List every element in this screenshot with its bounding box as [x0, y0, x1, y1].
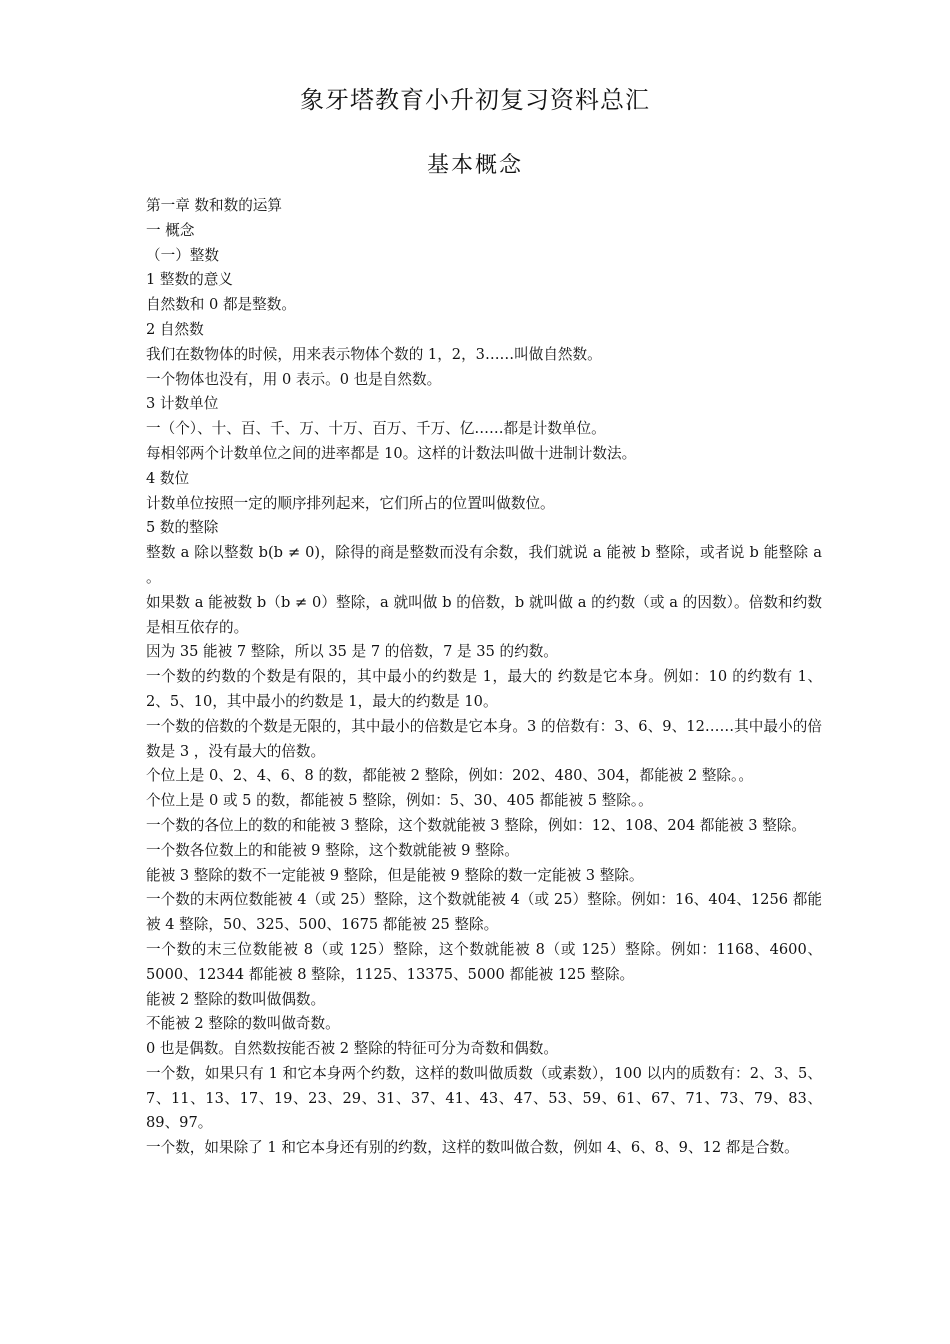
- paragraph: 我们在数物体的时候，用来表示物体个数的 1，2，3……叫做自然数。: [146, 345, 602, 363]
- paragraph: 不能被 2 整除的数叫做奇数。: [146, 1015, 340, 1033]
- paragraph: 一个数的各位上的数的和能被 3 整除，这个数就能被 3 整除，例如：12、108、204 都能被 3 整除。: [146, 816, 806, 834]
- paragraph: 能被 2 整除的数叫做偶数。: [146, 990, 326, 1008]
- paragraph: 个位上是 0 或 5 的数，都能被 5 整除，例如：5、30、405 都能被 5 整除。。: [146, 792, 653, 810]
- document-body: [146, 194, 822, 1161]
- paragraph: 3 计数单位: [146, 395, 219, 413]
- paragraph: 一个数的末三位数能被 8（或 125）整除，这个数就能被 8（或 125）整除。例如：1168、4600、5000、12344 都能被 8 整除，1125、13375、5000 都能被 125 整除。: [146, 940, 822, 983]
- section-title: 基本概念: [426, 153, 523, 178]
- paragraph: 一个物体也没有，用 0 表示。0 也是自然数。: [146, 370, 442, 388]
- paragraph: 每相邻两个计数单位之间的进率都是 10。这样的计数法叫做十进制计数法。: [146, 444, 637, 462]
- document-title: 象牙塔教育小升初复习资料总汇: [300, 86, 650, 114]
- paragraph: 第一章 数和数的运算: [146, 197, 282, 214]
- paragraph: 0 也是偶数。自然数按能否被 2 整除的特征可分为奇数和偶数。: [146, 1040, 558, 1058]
- paragraph: 因为 35 能被 7 整除，所以 35 是 7 的倍数，7 是 35 的约数。: [146, 643, 558, 661]
- paragraph: 一个数，如果除了 1 和它本身还有别的约数，这样的数叫做合数，例如 4、6、8、9、12 都是合数。: [146, 1139, 799, 1157]
- paragraph: 一个数各位数上的和能被 9 整除，这个数就能被 9 整除。: [146, 841, 519, 859]
- paragraph: 一个数的约数的个数是有限的，其中最小的约数是 1，最大的 约数是它本身。例如：10 的约数有 1、2、5、10，其中最小的约数是 1，最大的约数是 10。: [146, 668, 822, 710]
- paragraph: 一 概念: [146, 221, 195, 239]
- paragraph: 自然数和 0 都是整数。: [146, 296, 296, 314]
- paragraph: 5 数的整除: [146, 519, 219, 537]
- paragraph: 能被 3 整除的数不一定能被 9 整除，但是能被 9 整除的数一定能被 3 整除。: [146, 866, 644, 884]
- paragraph: 一个数的倍数的个数是无限的，其中最小的倍数是它本身。3 的倍数有：3、6、9、12……其中最小的倍数是 3 ，没有最大的倍数。: [146, 717, 822, 760]
- paragraph: 个位上是 0、2、4、6、8 的数，都能被 2 整除，例如：202、480、304，都能被 2 整除。。: [146, 767, 753, 785]
- paragraph: 整数 a 除以整数 b(b ≠ 0)，除得的商是整数而没有余数，我们就说 a 能被 b 整除，或者说 b 能整除 a 。: [146, 544, 822, 586]
- paragraph: 计数单位按照一定的顺序排列起来，它们所占的位置叫做数位。: [146, 494, 555, 512]
- paragraph: 一（个）、十、百、千、万、十万、百万、千万、亿……都是计数单位。: [146, 420, 606, 438]
- paragraph: 4 数位: [146, 469, 190, 487]
- paragraph: 1 整数的意义: [146, 271, 233, 289]
- paragraph: 2 自然数: [146, 320, 204, 338]
- paragraph: 如果数 a 能被数 b（b ≠ 0）整除，a 就叫做 b 的倍数，b 就叫做 a 的约数（或 a 的因数）。倍数和约数是相互依存的。: [146, 593, 822, 636]
- paragraph: 一个数的末两位数能被 4（或 25）整除，这个数就能被 4（或 25）整除。例如：16、404、1256 都能被 4 整除，50、325、500、1675 都能被 25 整除。: [146, 891, 822, 934]
- paragraph: （一）整数: [146, 246, 219, 264]
- paragraph: 一个数，如果只有 1 和它本身两个约数，这样的数叫做质数（或素数），100 以内的质数有：2、3、5、7、11、13、17、19、23、29、31、37、41、43、47、53、59、61、67、71、73、79、83、89、97。: [146, 1064, 822, 1132]
